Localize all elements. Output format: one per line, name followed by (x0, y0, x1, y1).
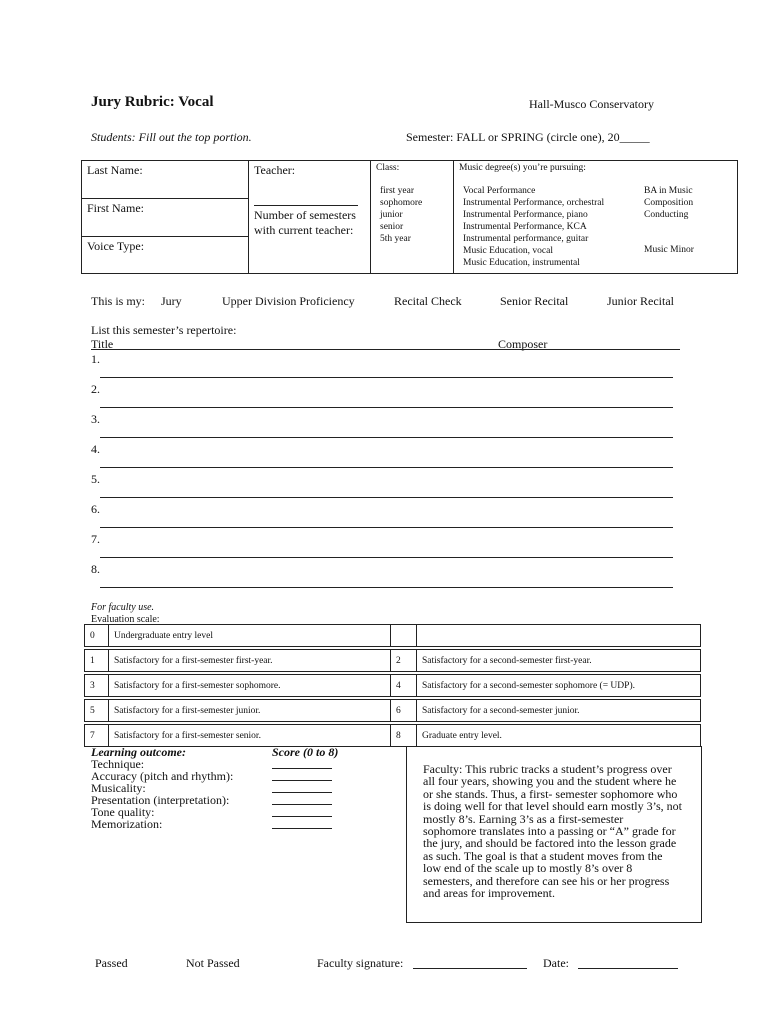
degree-option[interactable]: Instrumental performance, guitar (463, 234, 589, 244)
faculty-signature-field[interactable] (413, 968, 527, 969)
score-blank[interactable] (272, 816, 332, 817)
repertoire-number: 5. (91, 472, 100, 486)
date-field[interactable] (578, 968, 678, 969)
title-column: Title (91, 337, 114, 351)
table-row (85, 725, 701, 747)
composer-column: Composer (498, 337, 548, 351)
learning-outcome-heading: Learning outcome: (91, 745, 186, 759)
repertoire-line[interactable] (100, 437, 673, 438)
scale-number: 0 (85, 625, 109, 647)
outcome-item: Technique: (91, 757, 145, 771)
degree-option[interactable]: Music Education, instrumental (463, 258, 580, 268)
option-jury[interactable]: Jury (161, 294, 182, 308)
scale-text: Satisfactory for a first-semester senior. (109, 725, 391, 747)
scale-text: Graduate entry level. (417, 725, 701, 747)
last-name-field[interactable]: Last Name: (87, 163, 143, 177)
repertoire-line[interactable] (100, 497, 673, 498)
table-row (85, 675, 701, 697)
scale-number: 6 (391, 700, 417, 722)
repertoire-line[interactable] (100, 527, 673, 528)
teacher-field[interactable]: Teacher: (254, 163, 296, 177)
repertoire-number: 4. (91, 442, 100, 456)
outcome-item: Tone quality: (91, 805, 155, 819)
scale-text: Satisfactory for a first-semester first-year. (109, 650, 391, 672)
repertoire-line[interactable] (100, 377, 673, 378)
degree-option[interactable]: Music Education, vocal (463, 246, 553, 256)
evaluation-scale-label: Evaluation scale: (91, 614, 160, 625)
score-blank[interactable] (272, 828, 332, 829)
scale-number: 8 (391, 725, 417, 747)
degree-option[interactable]: Composition (644, 198, 694, 208)
repertoire-number: 2. (91, 382, 100, 396)
class-label: Class: (376, 163, 400, 173)
repertoire-heading: List this semester’s repertoire: (91, 323, 237, 337)
not-passed-checkbox[interactable]: Not Passed (186, 956, 240, 970)
repertoire-line[interactable] (100, 557, 673, 558)
outcome-item: Presentation (interpretation): (91, 793, 230, 807)
class-option[interactable]: junior (380, 210, 403, 220)
table-row (85, 650, 701, 672)
scale-text: Satisfactory for a second-semester first-year. (417, 650, 701, 672)
outcome-item: Accuracy (pitch and rhythm): (91, 769, 234, 783)
outcome-item: Memorization: (91, 817, 163, 831)
student-instruction: Students: Fill out the top portion. (91, 130, 252, 144)
repertoire-number: 1. (91, 352, 100, 366)
faculty-use-label: For faculty use. (91, 602, 155, 613)
faculty-note: Faculty: This rubric tracks a student’s progress over all four years, showing you and the student where he or she stands. Thus, a first- semester sophomore who is doing well for that level should earn mostly 3’s, not mostly 8’s. Earning 3’s as a first-semester sophomore translates into a passing or “A” grade for the jury, and should be factored into the lesson grade as such. The goal is that a student moves from the low end of the scale up to mostly 8’s over 8 semesters, and therefore can see his or her progress and areas for improvement. (423, 762, 682, 901)
passed-checkbox[interactable]: Passed (95, 956, 128, 970)
score-blank[interactable] (272, 792, 332, 793)
repertoire-number: 7. (91, 532, 100, 546)
repertoire-line[interactable] (100, 407, 673, 408)
option-senior-recital[interactable]: Senior Recital (500, 294, 569, 308)
semesters-label-2[interactable]: with current teacher: (254, 223, 354, 237)
repertoire-number: 8. (91, 562, 100, 576)
table-row (85, 625, 701, 647)
voice-type-field[interactable]: Voice Type: (87, 239, 145, 253)
degree-options-right (640, 185, 693, 221)
semesters-label-1: Number of semesters (254, 208, 356, 222)
scale-text: Satisfactory for a second-semester sophomore (= UDP). (417, 675, 701, 697)
degree-option[interactable]: Instrumental Performance, KCA (463, 222, 587, 232)
repertoire-number: 3. (91, 412, 100, 426)
score-heading: Score (0 to 8) (272, 745, 339, 759)
option-recital-check[interactable]: Recital Check (394, 294, 462, 308)
option-udp[interactable]: Upper Division Proficiency (222, 294, 355, 308)
score-blank[interactable] (272, 768, 332, 769)
faculty-signature-label: Faculty signature: (317, 956, 404, 970)
class-option[interactable]: sophomore (380, 198, 423, 208)
outcome-list (91, 758, 233, 830)
table-row (85, 700, 701, 722)
degree-label: Music degree(s) you’re pursuing: (459, 163, 586, 173)
degree-option[interactable]: BA in Music (644, 186, 693, 196)
repertoire-line[interactable] (100, 467, 673, 468)
scale-text: Satisfactory for a second-semester junior. (417, 700, 701, 722)
evaluation-scale-table (84, 624, 701, 747)
degree-option[interactable]: Instrumental Performance, piano (463, 210, 588, 220)
degree-option[interactable]: Conducting (644, 210, 689, 220)
this-is-my-label: This is my: (91, 294, 146, 308)
class-option[interactable]: senior (380, 222, 404, 232)
repertoire-line[interactable] (100, 587, 673, 588)
scale-number: 7 (85, 725, 109, 747)
date-label: Date: (543, 956, 569, 970)
scale-number: 5 (85, 700, 109, 722)
degree-options (459, 185, 604, 269)
degree-option[interactable]: Vocal Performance (463, 186, 536, 196)
class-options (376, 185, 422, 245)
scale-number: 1 (85, 650, 109, 672)
class-option[interactable]: 5th year (380, 234, 411, 244)
score-blank[interactable] (272, 804, 332, 805)
institution-name: Hall-Musco Conservatory (529, 97, 654, 111)
outcome-item: Musicality: (91, 781, 146, 795)
score-blank[interactable] (272, 780, 332, 781)
scale-text: Satisfactory for a first-semester sophomore. (109, 675, 391, 697)
first-name-field[interactable]: First Name: (87, 201, 144, 215)
option-junior-recital[interactable]: Junior Recital (607, 294, 674, 308)
scale-number: 3 (85, 675, 109, 697)
repertoire-number: 6. (91, 502, 100, 516)
degree-option[interactable]: Music Minor (644, 245, 694, 255)
scale-text: Undergraduate entry level (109, 625, 391, 647)
scale-text: Satisfactory for a first-semester junior. (109, 700, 391, 722)
class-option[interactable]: first year (380, 186, 415, 196)
degree-option[interactable]: Instrumental Performance, orchestral (463, 198, 605, 208)
scale-number: 2 (391, 650, 417, 672)
scale-number: 4 (391, 675, 417, 697)
page-title: Jury Rubric: Vocal (91, 94, 214, 110)
semester-line: Semester: FALL or SPRING (circle one), 20_____ (406, 130, 650, 144)
